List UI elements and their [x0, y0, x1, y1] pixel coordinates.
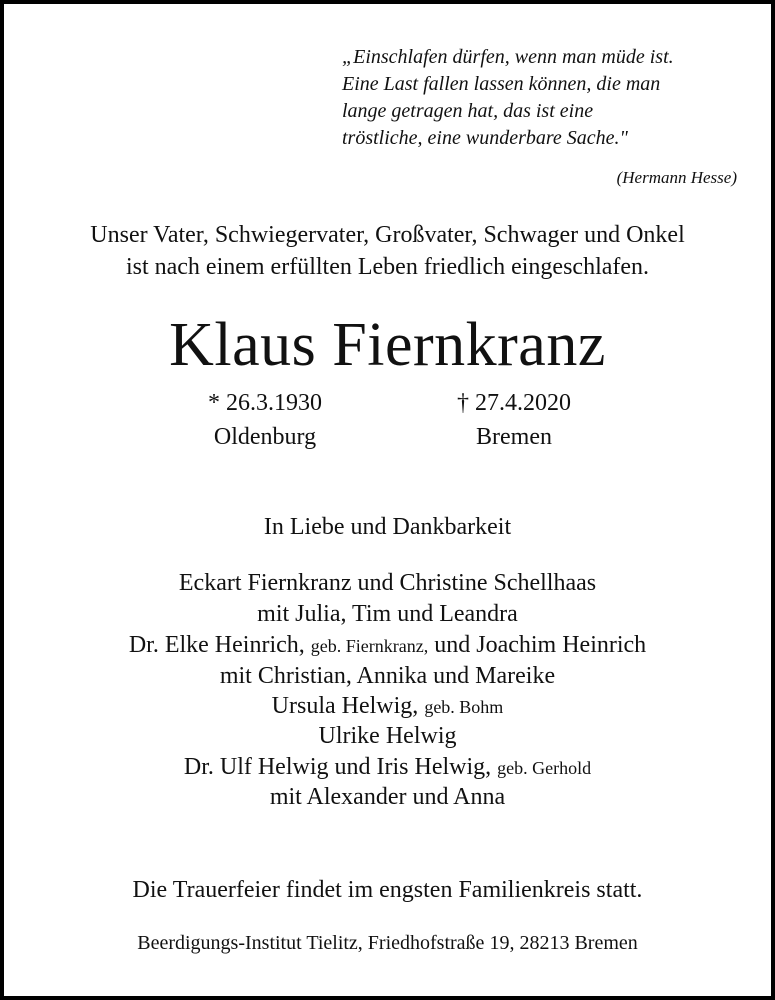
birth-place: Oldenburg	[213, 424, 317, 450]
mourner-line-7-maiden: geb. Gerhold	[497, 758, 592, 778]
quote-line-4: tröstliche, eine wunderbare Sache."	[342, 127, 628, 149]
mourner-line-5	[4, 693, 771, 720]
mourner-line-4: mit Christian, Annika und Mareike	[219, 663, 556, 689]
undertaker-info: Beerdigungs-Institut Tielitz, Friedhofstraße 19, 28213 Bremen	[137, 932, 638, 954]
mourner-line-5-name: Ursula Helwig,	[271, 693, 425, 719]
mourner-line-8: mit Alexander und Anna	[269, 784, 506, 810]
mourner-line-7	[4, 754, 771, 781]
death-place: Bremen	[476, 424, 552, 450]
mourner-line-5-maiden: geb. Bohm	[424, 697, 504, 717]
mourner-line-3-partner: und Joachim Heinrich	[428, 632, 647, 658]
mourner-line-3-name: Dr. Elke Heinrich,	[128, 632, 311, 658]
mourner-line-7-name: Dr. Ulf Helwig und Iris Helwig,	[183, 754, 498, 780]
quote-line-2: Eine Last fallen lassen können, die man	[342, 73, 661, 95]
intro-line-1: Unser Vater, Schwiegervater, Großvater, Schwager und Onkel	[90, 222, 685, 248]
intro-line-2: ist nach einem erfüllten Leben friedlich eingeschlafen.	[125, 254, 650, 280]
quote-line-3: lange getragen hat, das ist eine	[342, 100, 594, 122]
funeral-note: Die Trauerfeier findet im engsten Familienkreis statt.	[132, 877, 643, 903]
mourner-line-2: mit Julia, Tim und Leandra	[257, 601, 518, 627]
birth-date: * 26.3.1930	[208, 390, 322, 416]
quote-author: (Hermann Hesse)	[616, 168, 737, 187]
deceased-name: Klaus Fiernkranz	[169, 311, 606, 379]
mourner-line-6: Ulrike Helwig	[318, 723, 457, 749]
mourner-line-3-maiden: geb. Fiernkranz,	[310, 636, 429, 656]
mourner-line-3	[4, 632, 771, 659]
mourner-line-1: Eckart Fiernkranz und Christine Schellhaas	[178, 570, 597, 596]
death-date: † 27.4.2020	[457, 390, 571, 416]
quote-line-1: „Einschlafen dürfen, wenn man müde ist.	[342, 46, 674, 68]
closing-phrase: In Liebe und Dankbarkeit	[263, 514, 512, 540]
